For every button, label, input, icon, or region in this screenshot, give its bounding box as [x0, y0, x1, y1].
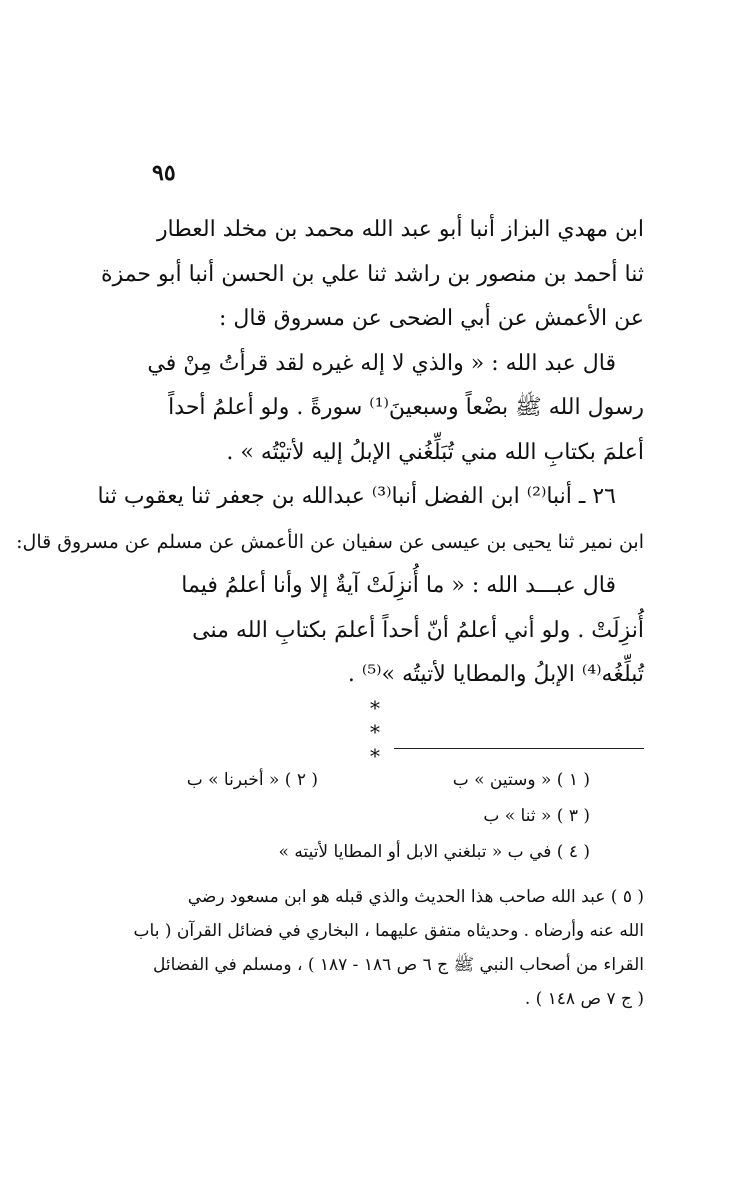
hadith-number-line: ٢٦ ـ أنبا⁽²⁾ ابن الفضل أنبا⁽³⁾ عبدالله بن جعفر ثنا يعقوب ثنا: [97, 484, 616, 509]
footnote-4: ( ٤ ) في ب « تبلغني الابل أو المطايا لأتيته »: [278, 842, 590, 862]
text-line: أُنزِلَتْ . ولو أني أعلمُ أنّ أحداً أعلمَ بكتابِ الله منى: [192, 617, 644, 643]
text-line: عن الأعمش عن أبي الضحى عن مسروق قال :: [219, 306, 644, 331]
text-line: قال عبـــد الله : « ما أُنزِلَتْ آيةٌ إلا وأنا أعلمُ فيما: [181, 573, 616, 598]
text-line: ثنا أحمد بن منصور بن راشد ثنا علي بن الحسن أنبا أبو حمزة: [101, 261, 644, 287]
text-line: رسول الله ﷺ بضْعاً وسبعينَ⁽¹⁾ سورةً . ولو أعلمُ أحداً: [168, 395, 644, 420]
footnote-1: ( ١ ) « وستين » ب: [452, 770, 590, 790]
footnote-5: [133, 880, 644, 1016]
page-number: ٩٥: [152, 160, 176, 186]
footnote-line: ( ٥ ) عبد الله صاحب هذا الحديث والذي قبله هو ابن مسعود رضي: [187, 887, 644, 907]
text-line: تُبلِّغُه⁽⁴⁾ الإبلُ والمطايا لأتيتُه »⁽⁵⁾ .: [347, 662, 644, 687]
text-line: قال عبد الله : « والذي لا إله غيره لقد قرأتُ مِنْ في: [147, 350, 616, 376]
footnote-line: القراء من أصحاب النبي ﷺ ج ٦ ص ١٨٦ - ١٨٧ ) ، ومسلم في الفضائل: [152, 955, 644, 975]
text-line: أعلمَ بكتابِ الله مني تُبَلِّغُني الإبلُ إليه لأتيْتُه » .: [226, 439, 644, 465]
text-line: ابن مهدي البزاز أنبا أبو عبد الله محمد بن مخلد العطار: [156, 217, 644, 242]
section-separator: * * *: [370, 696, 408, 768]
footnote-line: الله عنه وأرضاه . وحديثاه متفق عليهما ، البخاري في فضائل القرآن ( باب: [133, 921, 644, 941]
footnote-divider: [394, 748, 644, 749]
footnote-line: ( ج ٧ ص ١٤٨ ) .: [524, 989, 644, 1009]
main-text: [16, 208, 644, 698]
footnote-2: ( ٢ ) « أخبرنا » ب: [186, 770, 318, 790]
text-line: ابن نمير ثنا يحيى بن عيسى عن سفيان عن الأعمش عن مسلم عن مسروق قال:: [16, 530, 644, 553]
footnote-3: ( ٣ ) « ثنا » ب: [483, 806, 590, 826]
